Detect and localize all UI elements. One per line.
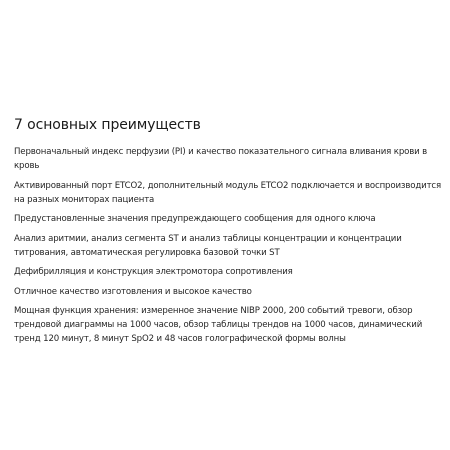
advantage-item: Первоначальный индекс перфузии (PI) и качество показательного сигнала вливания крови в кровь: [14, 147, 428, 172]
advantage-item: Отличное качество изготовления и высокое качество: [14, 286, 252, 297]
section-heading: 7 основных преимуществ: [14, 117, 201, 133]
advantage-item: Дефибрилляция и конструкция электромотора сопротивления: [14, 267, 293, 278]
advantage-item: Анализ аритмии, анализ сегмента ST и анализ таблицы концентрации и концентрации титрования, автоматическая регулировка базовой точки ST: [14, 233, 402, 258]
advantages-list: [14, 145, 444, 352]
advantage-item: Мощная функция хранения: измеренное значение NIBP 2000, 200 событий тревоги, обзор трендовой диаграммы на 1000 часов, обзор таблицы трендов на 1000 часов, динамический тренд 120 минут, 8 минут SpO2 и 48 часов голографической формы волны: [14, 305, 423, 345]
advantage-item: Активированный порт ETCO2, дополнительный модуль ETCO2 подключается и воспроизводится на разных мониторах пациента: [14, 180, 442, 205]
advantage-item: Предустановленные значения предупреждающего сообщения для одного ключа: [14, 214, 376, 225]
